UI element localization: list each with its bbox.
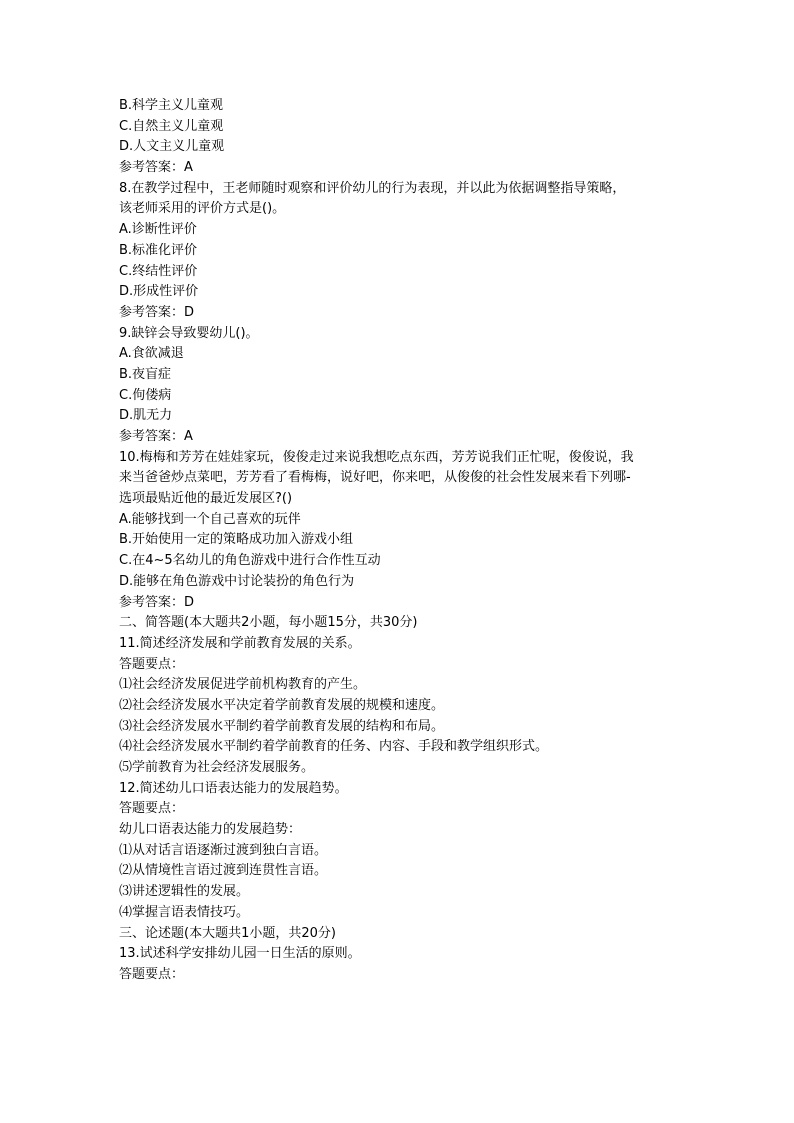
question-8-text-cont: 该老师采用的评价方式是()。: [119, 201, 286, 217]
option-a-line: A.能够找到一个自己喜欢的玩伴: [119, 511, 301, 527]
question-13-text: 13.试述科学安排幼儿园一日生活的原则。: [119, 946, 361, 962]
section-3-heading: 三、论述题(本大题共1小题，共20分): [119, 925, 336, 941]
answer-line: 参考答案：A: [119, 160, 193, 176]
option-b-line: B.科学主义儿童观: [119, 98, 224, 113]
option-b-line: B.开始使用一定的策略成功加入游戏小组: [119, 532, 354, 548]
question-11-text: 11.简述经济发展和学前教育发展的关系。: [119, 635, 361, 651]
option-d-line: D.人文主义儿童观: [119, 139, 225, 155]
answer-key-label: 答题要点：: [119, 656, 185, 672]
option-b-line: B.标准化评价: [119, 242, 198, 258]
option-c-line: C.佝偻病: [119, 387, 172, 403]
question-10-text-cont: 选项最贴近他的最近发展区?(): [119, 491, 293, 507]
answer-point: ⑴从对话言语逐渐过渡到独白言语。: [119, 842, 328, 858]
option-c-line: C.在4~5名幼儿的角色游戏中进行合作性互动: [119, 553, 381, 569]
answer-key-label: 答题要点：: [119, 801, 185, 817]
answer-point: ⑵从情境性言语过渡到连贯性言语。: [119, 863, 328, 879]
option-d-line: D.肌无力: [119, 408, 173, 424]
answer-point: ⑴社会经济发展促进学前机构教育的产生。: [119, 677, 367, 693]
answer-point: ⑶讲述逻辑性的发展。: [119, 884, 250, 900]
option-c-line: C.终结性评价: [119, 263, 198, 279]
answer-line: 参考答案：A: [119, 429, 193, 444]
question-12-text: 12.简述幼儿口语表达能力的发展趋势。: [119, 780, 348, 796]
option-d-line: D.形成性评价: [119, 284, 199, 300]
option-c-line: C.自然主义儿童观: [119, 118, 224, 134]
option-d-line: D.能够在角色游戏中讨论装扮的角色行为: [119, 573, 355, 589]
answer-line: 参考答案：D: [119, 304, 195, 320]
answer-line: 参考答案：D: [119, 594, 195, 610]
answer-point: ⑷掌握言语表情技巧。: [119, 904, 250, 920]
answer-point: ⑵社会经济发展水平决定着学前教育发展的规模和速度。: [119, 697, 445, 713]
option-b-line: B.夜盲症: [119, 366, 172, 382]
option-a-line: A.食欲减退: [119, 346, 184, 362]
question-9-text: 9.缺锌会导致婴幼儿()。: [119, 325, 259, 341]
question-10-text-cont: 来当爸爸炒点菜吧，芳芳看了看梅梅，说好吧，你来吧，从俊俊的社会性发展来看下列哪-: [119, 470, 631, 486]
option-a-line: A.诊断性评价: [119, 222, 197, 238]
answer-point: ⑷社会经济发展水平制约着学前教育的任务、内容、手段和教学组织形式。: [119, 739, 549, 755]
answer-point: ⑸学前教育为社会经济发展服务。: [119, 760, 315, 775]
section-2-heading: 二、简答题(本大题共2小题，每小题15分，共30分): [119, 615, 418, 631]
answer-key-label: 答题要点：: [119, 966, 185, 982]
question-8-text: 8.在教学过程中，王老师随时观察和评价幼儿的行为表现，并以此为依据调整指导策略，: [119, 180, 626, 196]
answer-point: ⑶社会经济发展水平制约着学前教育发展的结构和布局。: [119, 718, 445, 734]
question-10-text: 10.梅梅和芳芳在娃娃家玩，俊俊走过来说我想吃点东西，芳芳说我们正忙呢，俊俊说，我: [119, 449, 634, 465]
answer-intro: 幼儿口语表达能力的发展趋势：: [119, 822, 302, 838]
document-page: [119, 96, 679, 986]
